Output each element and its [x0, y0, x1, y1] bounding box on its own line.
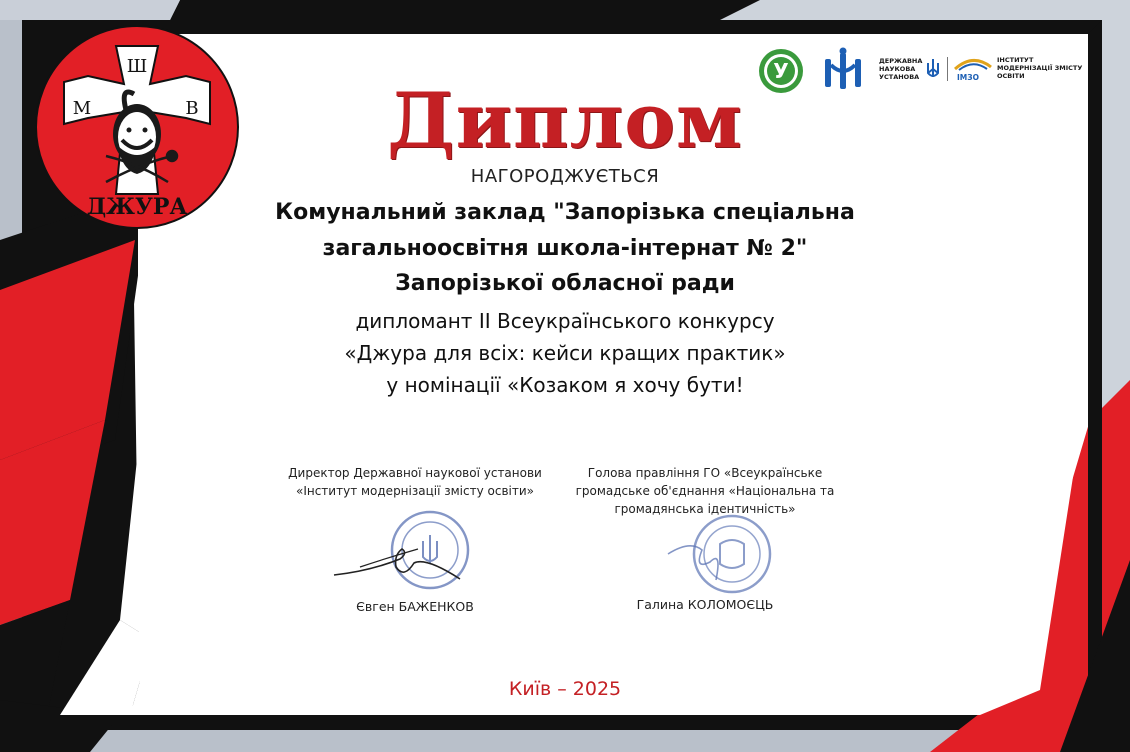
svg-text:У: У: [773, 59, 789, 83]
imzo-logo-icon: [953, 55, 993, 73]
recipient-line: загальноосвітня школа-інтернат № 2": [322, 236, 808, 261]
description-line: «Джура для всіх: кейси кращих практик»: [344, 341, 786, 365]
emblem-letter-top: Ш: [126, 56, 148, 77]
emblem-letter-right: В: [185, 98, 199, 119]
state-text-line: УСТАНОВА: [879, 73, 920, 81]
recipient-line: Комунальний заклад "Запорізька спеціальна: [275, 200, 855, 225]
emblem-banner: ДЖУРА: [86, 194, 188, 220]
description-line: у номінації «Козаком я хочу бути!: [386, 373, 744, 397]
awarded-label: НАГОРОДЖУЄТЬСЯ: [470, 166, 660, 187]
state-text-line: ДЕРЖАВНА: [879, 57, 923, 65]
recipient-line: Запорізької обласної ради: [395, 271, 735, 296]
signatory-1-name: Євген БАЖЕНКОВ: [356, 599, 474, 614]
emblem-letter-left: М: [72, 98, 92, 119]
institute-text-line: ІНСТИТУТ: [997, 56, 1034, 64]
signatory-1-title: Директор Державної наукової установи «Інститут модернізації змісту освіти»: [288, 466, 542, 498]
diploma-title: Диплом: [387, 76, 743, 165]
trident-icon: [925, 57, 941, 81]
signatory-2-stamp: [660, 510, 780, 600]
description-line: дипломант ІІ Всеукраїнського конкурсу: [355, 309, 775, 333]
signatory-1-stamp: [330, 505, 490, 595]
institute-text-line: МОДЕРНІЗАЦІЇ ЗМІСТУ: [997, 64, 1083, 72]
state-text-line: НАУКОВА: [879, 65, 916, 73]
imzo-abbr: ІМЗО: [957, 73, 979, 82]
city-year: Київ – 2025: [508, 678, 622, 700]
signatory-2-title: Голова правління ГО «Всеукраїнське громадське об'єднання «Національна та громадянська ідентичність»: [575, 466, 835, 516]
institute-text-line: ОСВІТИ: [997, 72, 1025, 80]
signatory-2-name: Галина КОЛОМОЄЦЬ: [636, 597, 774, 612]
